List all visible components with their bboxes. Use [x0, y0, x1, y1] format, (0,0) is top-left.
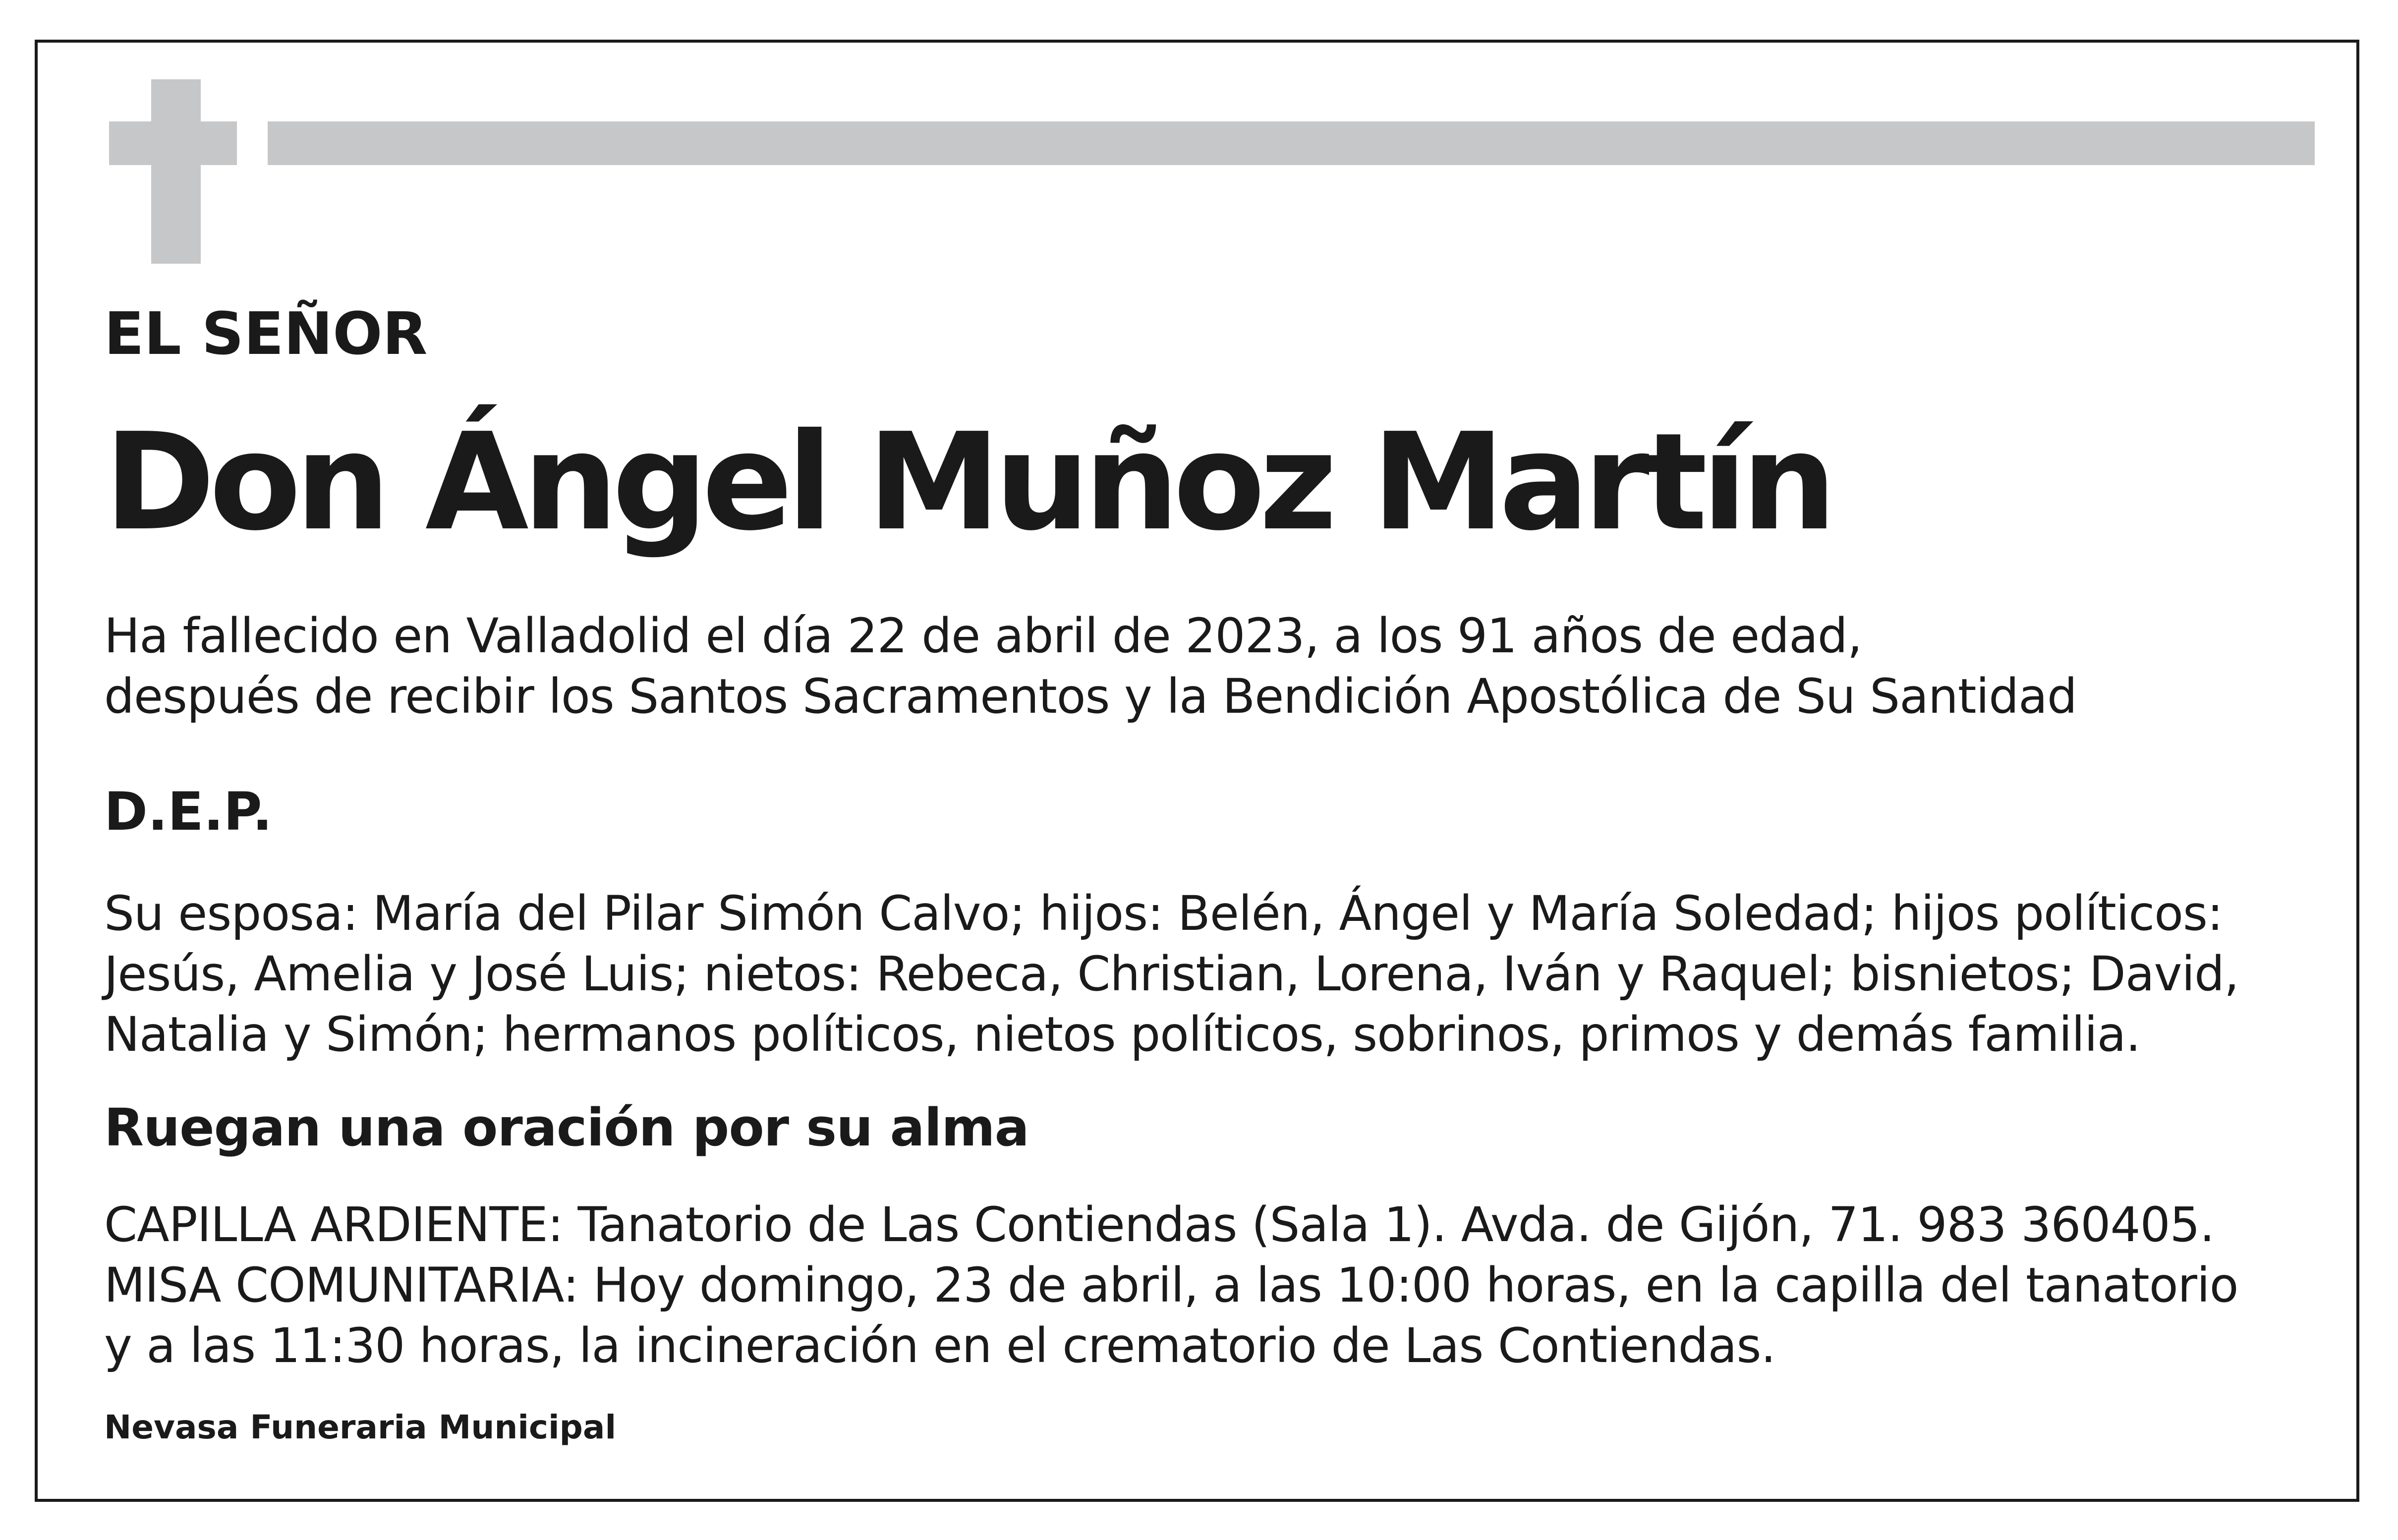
family-line: Jesús, Amelia y José Luis; nietos: Rebeca, Christian, Lorena, Iván y Raquel; bisnietos; David, — [104, 946, 2239, 1002]
cross-vertical-bar — [151, 79, 201, 264]
header-rule — [268, 121, 2315, 165]
intro-heading: EL SEÑOR — [104, 299, 428, 368]
announcement-line: después de recibir los Santos Sacramentos y la Bendición Apostólica de Su Santidad — [104, 669, 2077, 724]
family-paragraph — [104, 883, 2239, 1065]
family-line: Su esposa: María del Pilar Simón Calvo; hijos: Belén, Ángel y María Soledad; hijos políticos: — [104, 886, 2223, 941]
services-line: CAPILLA ARDIENTE: Tanatorio de Las Contiendas (Sala 1). Avda. de Gijón, 71. 983 360405. — [104, 1197, 2215, 1253]
announcement-line: Ha fallecido en Valladolid el día 22 de abril de 2023, a los 91 años de edad, — [104, 608, 1862, 664]
services-line: MISA COMUNITARIA: Hoy domingo, 23 de abril, a las 10:00 horas, en la capilla del tanatorio — [104, 1257, 2238, 1313]
announcement-paragraph — [104, 606, 2077, 727]
services-line: y a las 11:30 horas, la incineración en el crematorio de Las Contiendas. — [104, 1318, 1775, 1373]
funeral-home-name: Nevasa Funeraria Municipal — [104, 1408, 617, 1446]
services-paragraph — [104, 1195, 2238, 1376]
prayer-heading: Ruegan una oración por su alma — [104, 1097, 1029, 1158]
family-line: Natalia y Simón; hermanos políticos, nietos políticos, sobrinos, primos y demás familia. — [104, 1007, 2141, 1062]
cross-horizontal-bar — [109, 121, 237, 165]
dep-label: D.E.P. — [104, 781, 273, 842]
deceased-name: Don Ángel Muñoz Martín — [104, 404, 1831, 560]
